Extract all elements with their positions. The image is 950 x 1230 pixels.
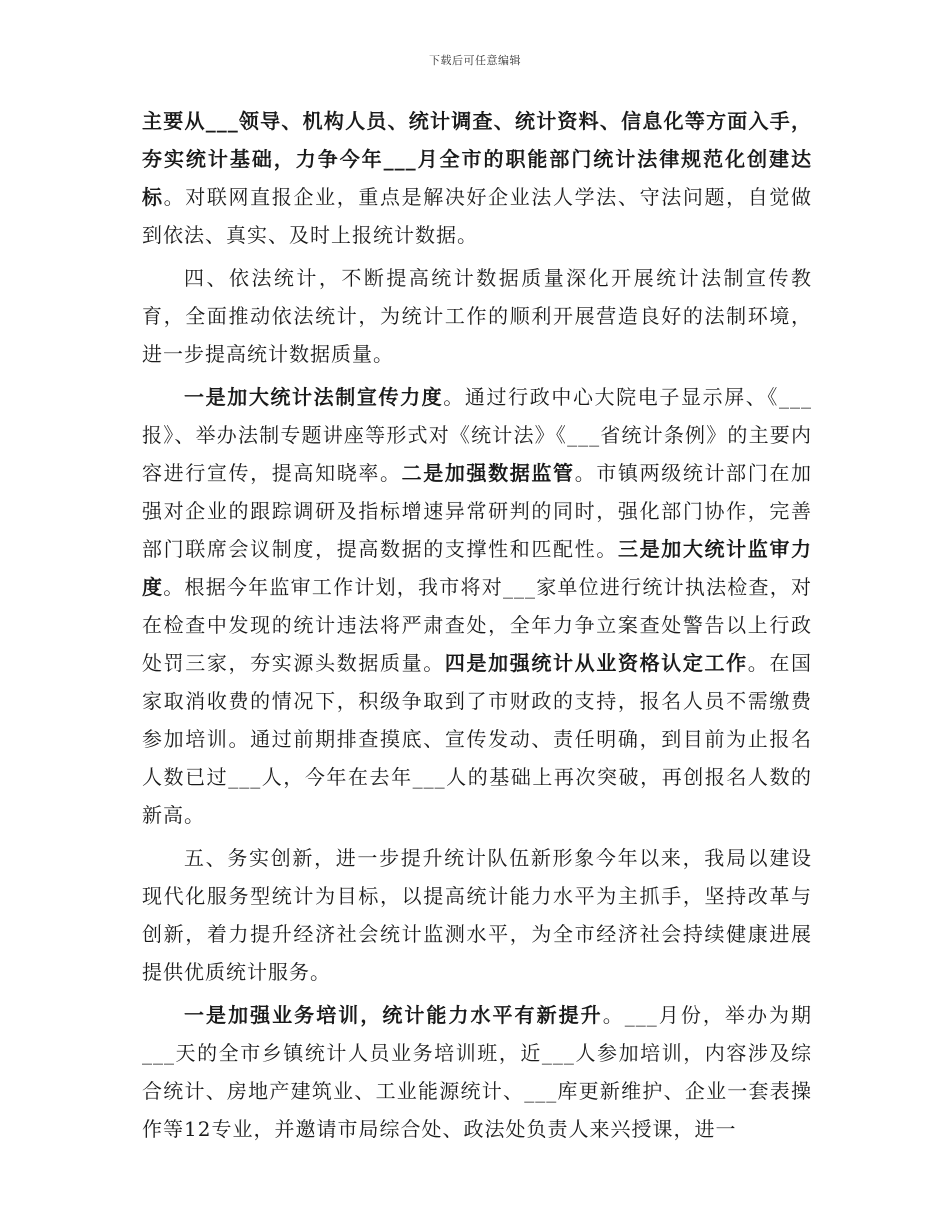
- bold-text: 四是加强统计从业资格认定工作: [444, 651, 748, 675]
- paragraph-section-4: [142, 259, 812, 373]
- bold-text: 一是加大统计法制宣传力度: [184, 385, 444, 409]
- body-text: 。___月份，举办为期___天的全市乡镇统计人员业务培训班，近___人参加培训，内容涉及综合统计、房地产建筑业、工业能源统计、___库更新维护、企业一套表操作等12专业，并邀请市局综合处、政法处负责人来兴授课，进一: [142, 1003, 813, 1141]
- bold-text: 一是加强业务培训，统计能力水平有新提升: [184, 1003, 603, 1027]
- paragraph-section-5-details: [142, 996, 812, 1148]
- page-header-note: 下载后可任意编辑: [429, 54, 521, 67]
- bold-text: 三是加大统计监审力度: [142, 537, 813, 599]
- paragraph-section-4-details: [142, 378, 812, 834]
- paragraph-section-5: [142, 839, 812, 991]
- body-text: 五、务实创新，进一步提升统计队伍新形象今年以来，我局以建设现代化服务型统计为目标，以提高统计能力水平为主抓手，坚持改革与创新，着力提升经济社会统计监测水平，为全市经济社会持续健康进展提供优质统计服务。: [142, 846, 812, 984]
- paragraph-1: [142, 102, 812, 254]
- body-text: 。对联网直报企业，重点是解决好企业法人学法、守法问题，自觉做到依法、真实、及时上报统计数据。: [142, 185, 813, 247]
- bold-text: 主要从___领导、机构人员、统计调查、统计资料、信息化等方面入手，夯实统计基础，力争今年___月全市的职能部门统计法律规范化创建达标: [142, 109, 812, 209]
- body-text: 。通过行政中心大院电子显示屏、《___报》、举办法制专题讲座等形式对《统计法》《___省统计条例》的主要内容进行宣传，提高知晓率。: [142, 385, 813, 485]
- body-text: 。在国家取消收费的情况下，积级争取到了市财政的支持，报名人员不需缴费参加培训。通过前期排查摸底、宣传发动、责任明确，到目前为止报名人数已过___人，今年在去年___人的基础上再次突破，再创报名人数的新高。: [142, 651, 813, 827]
- bold-text: 二是加强数据监管: [401, 461, 575, 485]
- body-text: 四、依法统计，不断提高统计数据质量深化开展统计法制宣传教育，全面推动依法统计，为统计工作的顺利开展营造良好的法制环境，进一步提高统计数据质量。: [142, 266, 812, 366]
- body-text: 。根据今年监审工作计划，我市将对___家单位进行统计执法检查，对在检查中发现的统计违法将严肃查处，全年力争立案查处警告以上行政处罚三家，夯实源头数据质量。: [142, 575, 813, 675]
- body-text: 。市镇两级统计部门在加强对企业的跟踪调研及指标增速异常研判的同时，强化部门协作，完善部门联席会议制度，提高数据的支撑性和匹配性。: [142, 461, 813, 561]
- document-body: [142, 102, 812, 1153]
